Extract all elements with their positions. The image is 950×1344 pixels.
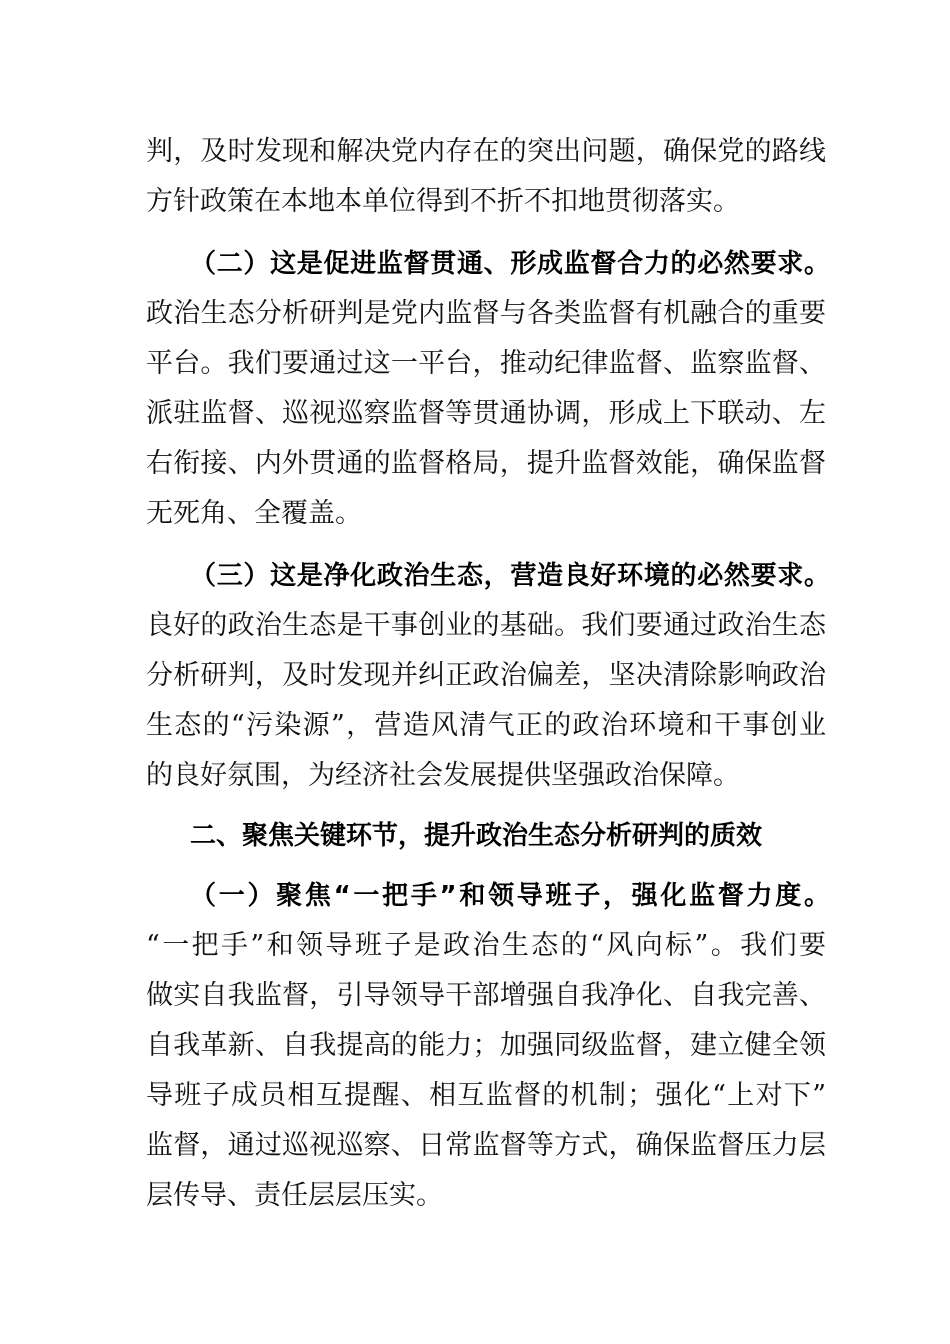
paragraph-line: 良好的政治生态是干事创业的基础。我们要通过政治生态	[146, 610, 826, 641]
paragraph-line: 派驻监督、巡视巡察监督等贯通协调，形成上下联动、左	[146, 398, 826, 429]
subheading-3: （三）这是净化政治生态，营造良好环境的必然要求。	[190, 561, 830, 591]
paragraph-line: 右衔接、内外贯通的监督格局，提升监督效能，确保监督	[146, 448, 826, 479]
section-heading: 二、聚焦关键环节，提升政治生态分析研判的质效	[190, 821, 763, 851]
paragraph-line: 方针政策在本地本单位得到不折不扣地贯彻落实。	[146, 186, 740, 217]
paragraph-line: 平台。我们要通过这一平台，推动纪律监督、监察监督、	[146, 348, 826, 379]
paragraph-line: 自我革新、自我提高的能力；加强同级监督，建立健全领	[146, 1030, 826, 1061]
paragraph-line: 分析研判，及时发现并纠正政治偏差，坚决清除影响政治	[146, 660, 826, 691]
paragraph-line: 政治生态分析研判是党内监督与各类监督有机融合的重要	[146, 298, 826, 329]
paragraph-line: 层传导、责任层层压实。	[146, 1180, 443, 1211]
paragraph-line: 做实自我监督，引导领导干部增强自我净化、自我完善、	[146, 980, 826, 1011]
subheading-1: （一）聚焦“一把手”和领导班子，强化监督力度。	[190, 881, 830, 911]
paragraph-line: 判，及时发现和解决党内存在的突出问题，确保党的路线	[146, 136, 826, 167]
paragraph-line: 导班子成员相互提醒、相互监督的机制；强化“上对下”	[146, 1080, 826, 1111]
subheading-2: （二）这是促进监督贯通、形成监督合力的必然要求。	[190, 249, 830, 279]
paragraph-line: 监督，通过巡视巡察、日常监督等方式，确保监督压力层	[146, 1130, 826, 1161]
paragraph-line: 生态的“污染源”，营造风清气正的政治环境和干事创业	[146, 710, 826, 741]
paragraph-line: 无死角、全覆盖。	[146, 498, 362, 529]
paragraph-line: 的良好氛围，为经济社会发展提供坚强政治保障。	[146, 760, 740, 791]
paragraph-line: “一把手”和领导班子是政治生态的“风向标”。我们要	[146, 930, 826, 961]
